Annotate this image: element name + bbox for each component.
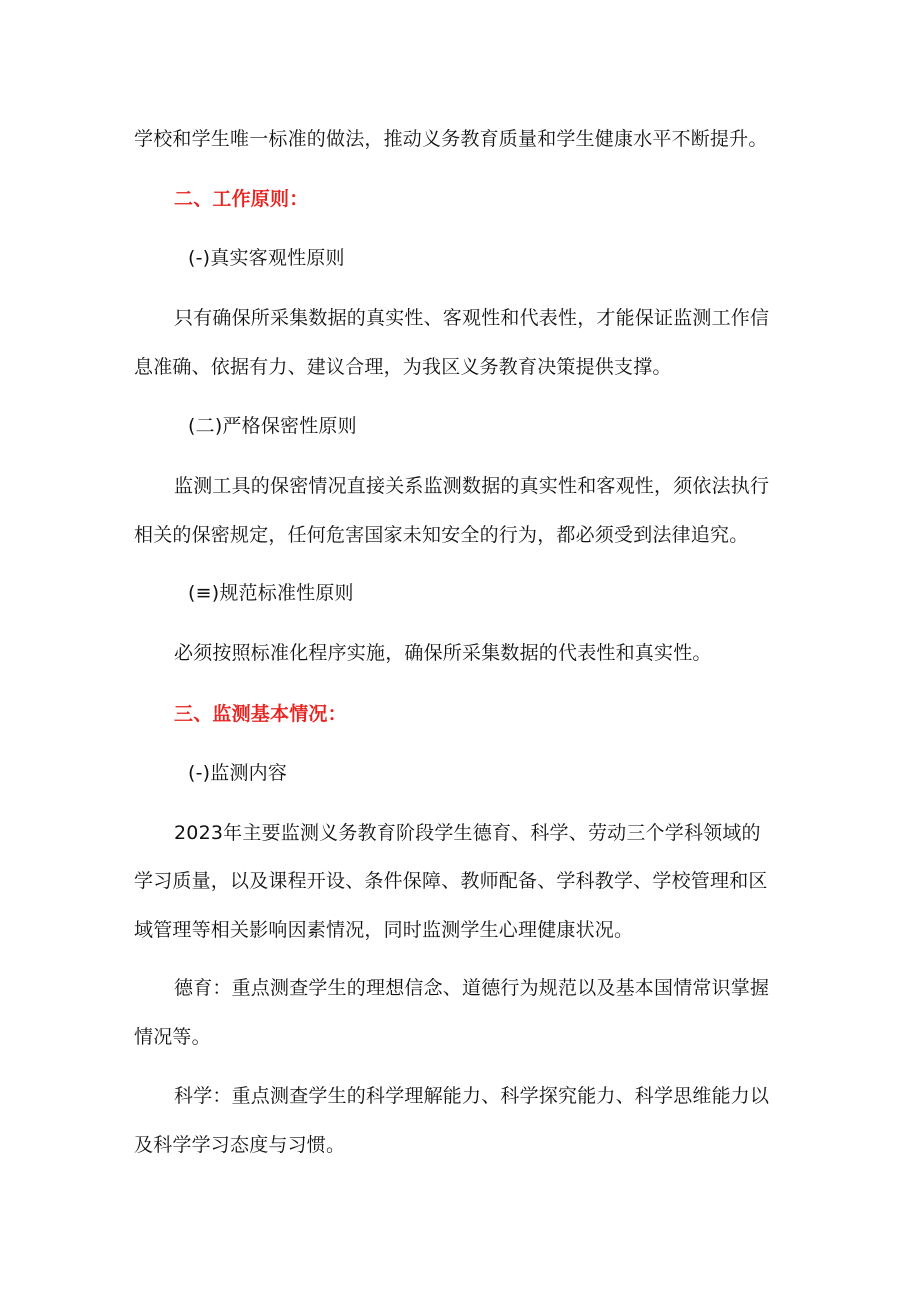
principle-1-text-line-2: 息准确、依据有力、建议合理，为我区义务教育决策提供支撑。 — [134, 356, 672, 378]
subsection-1-title: (-)监测内容 — [188, 762, 288, 784]
principle-3-text-line-1: 必须按照标准化程序实施，确保所采集数据的代表性和真实性。 — [174, 642, 712, 664]
science-line-1: 科学：重点测查学生的科学理解能力、科学探究能力、科学思维能力以 — [174, 1085, 770, 1107]
principle-3-title: (≡)规范标准性原则 — [188, 582, 354, 604]
subsection-1-text-line-3: 域管理等相关影响因素情况，同时监测学生心理健康状况。 — [134, 919, 634, 941]
subsection-1-text-line-2: 学习质量，以及课程开设、条件保障、教师配备、学科教学、学校管理和区 — [134, 870, 768, 892]
principle-1-title: (-)真实客观性原则 — [188, 247, 345, 269]
section-heading-monitoring-overview: 三、监测基本情况： — [174, 703, 347, 725]
principle-2-text-line-2: 相关的保密规定，任何危害国家未知安全的行为，都必须受到法律追究。 — [134, 524, 749, 546]
principle-2-title: (二)严格保密性原则 — [188, 415, 357, 437]
science-line-2: 及科学学习态度与习惯。 — [134, 1134, 346, 1156]
subsection-1-text-line-1: 2023年主要监测义务教育阶段学生德育、科学、劳动三个学科领域的 — [174, 822, 761, 844]
paragraph-continuation: 学校和学生唯一标准的做法，推动义务教育质量和学生健康水平不断提升。 — [134, 128, 768, 150]
principle-1-text-line-1: 只有确保所采集数据的真实性、客观性和代表性，才能保证监测工作信 — [174, 307, 770, 329]
principle-2-text-line-1: 监测工具的保密情况直接关系监测数据的真实性和客观性，须依法执行 — [174, 475, 770, 497]
moral-education-line-2: 情况等。 — [134, 1026, 211, 1048]
section-heading-work-principles: 二、工作原则： — [174, 188, 309, 210]
moral-education-line-1: 德育：重点测查学生的理想信念、道德行为规范以及基本国情常识掌握 — [174, 977, 770, 999]
